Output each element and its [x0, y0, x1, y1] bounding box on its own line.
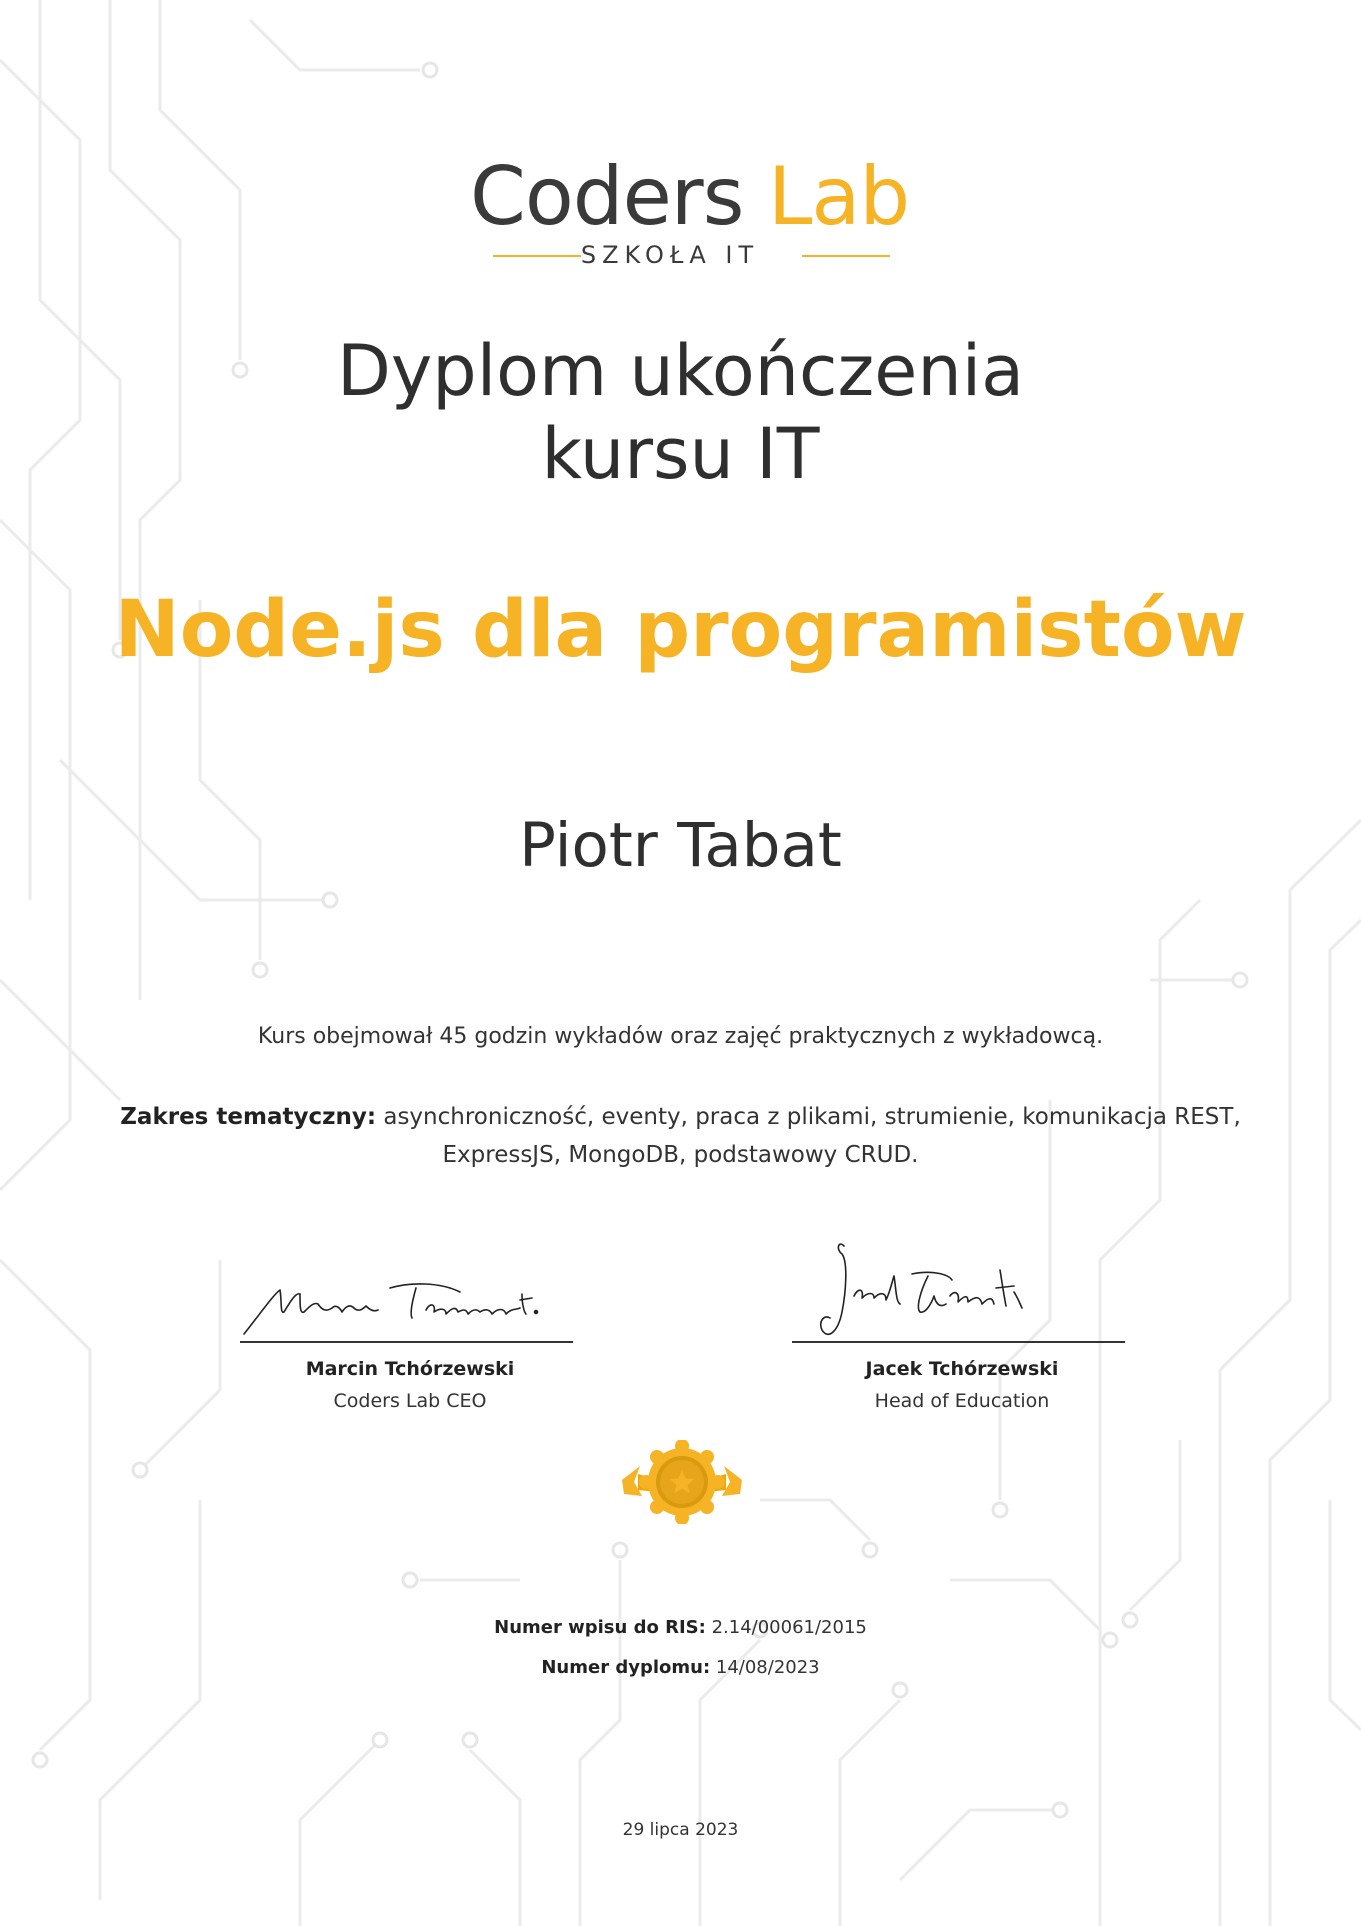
ris-label: Numer wpisu do RIS: [494, 1617, 706, 1638]
logo-brand-secondary: Lab [767, 150, 910, 243]
scope-text-line2: ExpressJS, MongoDB, podstawowy CRUD. [442, 1142, 919, 1168]
recipient-name: Piotr Tabat [519, 810, 842, 881]
signer-role: Coders Lab CEO [333, 1390, 487, 1412]
diploma-title-line2: kursu IT [541, 413, 820, 495]
ris-value: 2.14/00061/2015 [711, 1617, 867, 1638]
course-description: Kurs obejmował 45 godzin wykładów oraz zajęć praktycznych z wykładowcą. [257, 1024, 1104, 1049]
diploma-title [0, 330, 1361, 496]
diploma-title-line1: Dyplom ukończenia [336, 330, 1025, 412]
logo-brand-primary: Coders [470, 150, 744, 243]
signature-block-education [792, 1252, 1132, 1422]
signature-block-ceo [240, 1252, 580, 1422]
logo-divider-right [802, 255, 890, 257]
registry-info [0, 1608, 1361, 1688]
signer-name: Jacek Tchórzewski [865, 1358, 1059, 1380]
scope-text-line1: asynchroniczność, eventy, praca z plikami, strumienie, komunikacja REST, [383, 1104, 1241, 1130]
logo-wordmark [470, 150, 910, 243]
signature-jacek [792, 1252, 1132, 1342]
signature-line [792, 1341, 1125, 1343]
scope-label: Zakres tematyczny: [120, 1104, 377, 1130]
diploma-number-label: Numer dyplomu: [541, 1657, 711, 1678]
ris-number-row [0, 1608, 1361, 1648]
diploma-number-row [0, 1648, 1361, 1688]
course-name: Node.js dla programistów [114, 585, 1247, 675]
logo-tagline: SZKOŁA IT [580, 241, 760, 269]
logo-tagline-row [470, 240, 890, 270]
course-scope [0, 1098, 1361, 1174]
signature-line [240, 1341, 573, 1343]
star-medal-icon [620, 1440, 744, 1524]
coders-lab-logo [470, 150, 910, 272]
issue-date: 29 lipca 2023 [622, 1820, 739, 1840]
signer-name: Marcin Tchórzewski [305, 1358, 515, 1380]
signature-marcin [240, 1252, 580, 1342]
signer-role: Head of Education [874, 1390, 1050, 1412]
diploma-number-value: 14/08/2023 [715, 1657, 820, 1678]
